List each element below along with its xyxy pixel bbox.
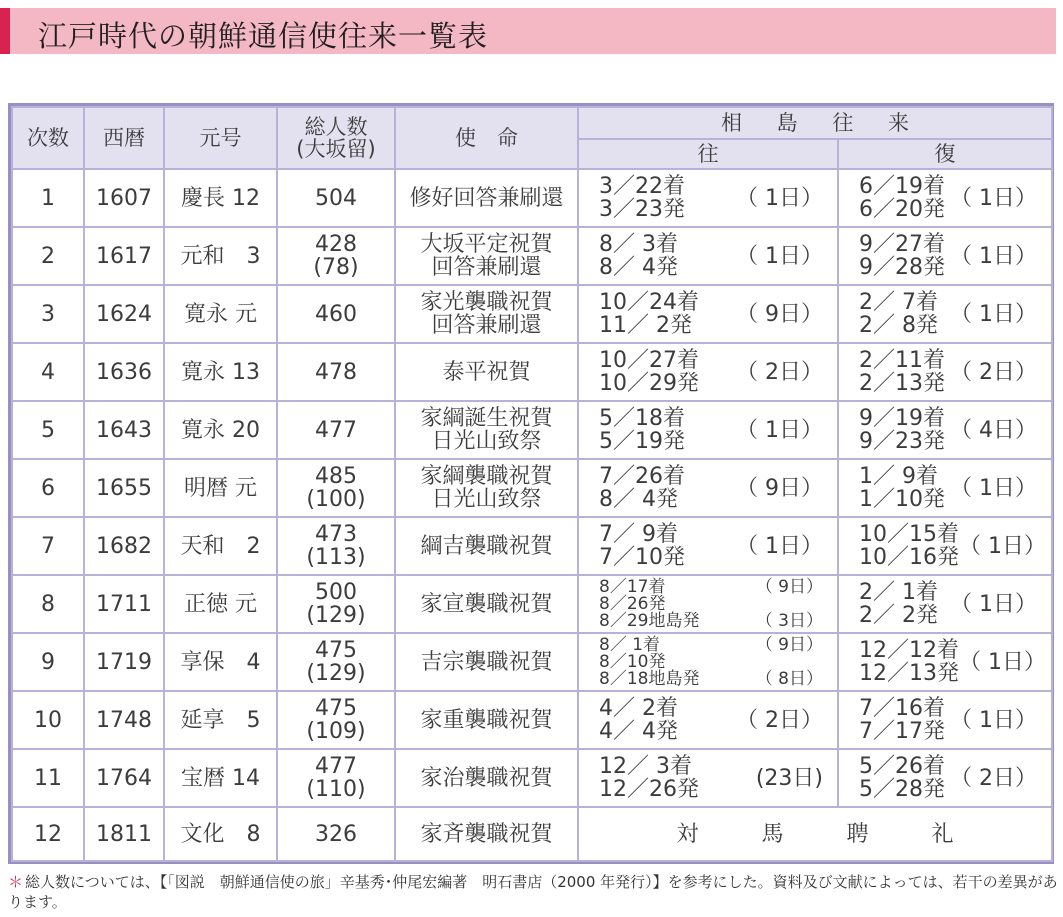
return-dates: 5／26着 5／28発: [859, 754, 945, 802]
cell-return: [838, 169, 1052, 227]
table-row: [12, 575, 1052, 633]
header-era: 元号: [164, 107, 277, 169]
header-route: 相 島 往 来: [578, 107, 1052, 139]
outbound-dates: 8／ 1着 8／10発 8／18地島発: [599, 634, 700, 689]
return-stay: （ 1日）: [950, 185, 1037, 211]
cell-outbound: [578, 749, 838, 807]
footnote-mark: ＊: [8, 873, 24, 891]
cell-mission: 家光襲職祝賀 回答兼刷還: [395, 285, 578, 343]
table-row: [12, 285, 1052, 343]
cell-year: 1617: [84, 227, 164, 285]
cell-outbound: [578, 227, 838, 285]
outbound-stay: （ 9日）: [736, 301, 823, 327]
cell-outbound: [578, 285, 838, 343]
cell-mission: 綱吉襲職祝賀: [395, 517, 578, 575]
outbound-stay: （ 1日）: [736, 417, 823, 443]
cell-year: 1748: [84, 691, 164, 749]
cell-year: 1643: [84, 401, 164, 459]
cell-number: 5: [12, 401, 84, 459]
cell-number: 8: [12, 575, 84, 633]
return-dates: 9／19着 9／23発: [859, 406, 945, 454]
cell-number: 2: [12, 227, 84, 285]
return-dates: 2／ 7着 2／ 8発: [859, 290, 938, 338]
cell-mission: 大坂平定祝賀 回答兼刷還: [395, 227, 578, 285]
return-dates: 10／15着 10／16発: [859, 522, 959, 570]
table-row: [12, 227, 1052, 285]
cell-year: 1682: [84, 517, 164, 575]
return-stay: （ 1日）: [950, 475, 1037, 501]
envoy-table-body: [12, 169, 1052, 861]
cell-era: 延享 5: [164, 691, 277, 749]
cell-mission: 家重襲職祝賀: [395, 691, 578, 749]
cell-number: 12: [12, 807, 84, 861]
cell-return: [838, 575, 1052, 633]
cell-people: 500 (129): [277, 575, 395, 633]
return-stay: （ 2日）: [950, 359, 1037, 385]
cell-people: 475 (109): [277, 691, 395, 749]
cell-people: 460: [277, 285, 395, 343]
cell-outbound: [578, 691, 838, 749]
outbound-dates: 8／ 3着 8／ 4発: [599, 232, 678, 280]
outbound-dates: 12／ 3着 12／26発: [599, 754, 699, 802]
outbound-dates: 8／17着 8／26発 8／29地島発: [599, 576, 700, 631]
outbound-stay: （ 2日）: [736, 707, 823, 733]
cell-number: 11: [12, 749, 84, 807]
cell-number: 3: [12, 285, 84, 343]
outbound-stay: （ 1日）: [736, 185, 823, 211]
cell-return: [838, 749, 1052, 807]
outbound-stay: (23日): [755, 765, 823, 791]
cell-return: [838, 459, 1052, 517]
cell-era: 慶長 12: [164, 169, 277, 227]
return-dates: 9／27着 9／28発: [859, 232, 945, 280]
cell-mission: 修好回答兼刷還: [395, 169, 578, 227]
cell-outbound: [578, 169, 838, 227]
cell-number: 4: [12, 343, 84, 401]
header-outbound: 往: [578, 139, 838, 169]
header-year: 西暦: [84, 107, 164, 169]
cell-year: 1719: [84, 633, 164, 691]
cell-number: 1: [12, 169, 84, 227]
cell-mission: 家斉襲職祝賀: [395, 807, 578, 861]
cell-outbound: [578, 633, 838, 691]
cell-people: 477: [277, 401, 395, 459]
cell-outbound: [578, 343, 838, 401]
return-dates: 2／11着 2／13発: [859, 348, 945, 396]
return-dates: 6／19着 6／20発: [859, 174, 945, 222]
cell-year: 1711: [84, 575, 164, 633]
outbound-dates: 3／22着 3／23発: [599, 174, 685, 222]
envoy-table-frame: [8, 103, 1054, 864]
header-return: 復: [838, 139, 1052, 169]
cell-tsushima: 対 馬 聘 礼: [578, 807, 1052, 861]
cell-era: 文化 8: [164, 807, 277, 861]
table-row: [12, 459, 1052, 517]
cell-people: 477 (110): [277, 749, 395, 807]
outbound-stay: （ 1日）: [736, 243, 823, 269]
return-stay: （ 1日）: [959, 533, 1046, 559]
outbound-stay: （ 9日） （ 3日）: [755, 576, 823, 631]
table-row: [12, 749, 1052, 807]
return-stay: （ 1日）: [950, 243, 1037, 269]
cell-return: [838, 691, 1052, 749]
cell-mission: 家宣襲職祝賀: [395, 575, 578, 633]
cell-mission: 家綱誕生祝賀 日光山致祭: [395, 401, 578, 459]
return-stay: （ 2日）: [950, 765, 1037, 791]
return-dates: 2／ 1着 2／ 2発: [859, 580, 938, 628]
cell-era: 明暦 元: [164, 459, 277, 517]
cell-year: 1624: [84, 285, 164, 343]
table-row: [12, 807, 1052, 861]
cell-return: [838, 285, 1052, 343]
cell-return: [838, 633, 1052, 691]
outbound-stay: （ 2日）: [736, 359, 823, 385]
return-stay: （ 1日）: [959, 649, 1046, 675]
cell-mission: 家綱襲職祝賀 日光山致祭: [395, 459, 578, 517]
table-row: [12, 691, 1052, 749]
return-dates: 1／ 9着 1／10発: [859, 464, 945, 512]
cell-era: 寛永 13: [164, 343, 277, 401]
cell-return: [838, 343, 1052, 401]
cell-mission: 吉宗襲職祝賀: [395, 633, 578, 691]
outbound-stay: （ 9日） （ 8日）: [755, 634, 823, 689]
outbound-dates: 5／18着 5／19発: [599, 406, 685, 454]
cell-return: [838, 227, 1052, 285]
cell-outbound: [578, 459, 838, 517]
cell-era: 寛永 20: [164, 401, 277, 459]
outbound-dates: 4／ 2着 4／ 4発: [599, 696, 678, 744]
cell-year: 1655: [84, 459, 164, 517]
return-stay: （ 1日）: [950, 591, 1037, 617]
cell-number: 6: [12, 459, 84, 517]
cell-people: 326: [277, 807, 395, 861]
table-row: [12, 633, 1052, 691]
footnote: [8, 872, 1058, 912]
page-title: 江戸時代の朝鮮通信使往来一覧表: [38, 19, 489, 53]
outbound-dates: 10／27着 10／29発: [599, 348, 699, 396]
cell-return: [838, 401, 1052, 459]
cell-year: 1636: [84, 343, 164, 401]
outbound-stay: （ 1日）: [736, 533, 823, 559]
cell-people: 485 (100): [277, 459, 395, 517]
cell-return: [838, 517, 1052, 575]
table-row: [12, 343, 1052, 401]
title-accent: [0, 8, 10, 54]
cell-year: 1764: [84, 749, 164, 807]
cell-outbound: [578, 517, 838, 575]
cell-era: 宝暦 14: [164, 749, 277, 807]
cell-people: 478: [277, 343, 395, 401]
cell-era: 元和 3: [164, 227, 277, 285]
cell-era: 天和 2: [164, 517, 277, 575]
return-stay: （ 1日）: [950, 707, 1037, 733]
cell-mission: 家治襲職祝賀: [395, 749, 578, 807]
outbound-dates: 10／24着 11／ 2発: [599, 290, 699, 338]
cell-year: 1811: [84, 807, 164, 861]
cell-era: 寛永 元: [164, 285, 277, 343]
header-number: 次数: [12, 107, 84, 169]
cell-era: 正徳 元: [164, 575, 277, 633]
return-stay: （ 4日）: [950, 417, 1037, 443]
cell-people: 504: [277, 169, 395, 227]
table-row: [12, 517, 1052, 575]
return-dates: 12／12着 12／13発: [859, 638, 959, 686]
cell-people: 473 (113): [277, 517, 395, 575]
footnote-text: 総人数については、【「図説 朝鮮通信使の旅」辛基秀･仲尾宏編著 明石書店（2000 年発行）】を参考にした。資料及び文献によっては、若干の差異があります。: [8, 873, 1058, 911]
table-row: [12, 401, 1052, 459]
header-people: 総人数 (大坂留): [277, 107, 395, 169]
return-dates: 7／16着 7／17発: [859, 696, 945, 744]
outbound-dates: 7／26着 8／ 4発: [599, 464, 685, 512]
cell-number: 10: [12, 691, 84, 749]
cell-number: 9: [12, 633, 84, 691]
cell-era: 享保 4: [164, 633, 277, 691]
outbound-dates: 7／ 9着 7／10発: [599, 522, 685, 570]
header-mission: 使 命: [395, 107, 578, 169]
title-bar: [0, 8, 1056, 54]
cell-number: 7: [12, 517, 84, 575]
cell-outbound: [578, 401, 838, 459]
cell-mission: 泰平祝賀: [395, 343, 578, 401]
outbound-stay: （ 9日）: [736, 475, 823, 501]
cell-people: 428 (78): [277, 227, 395, 285]
cell-outbound: [578, 575, 838, 633]
envoy-table: [11, 106, 1053, 862]
return-stay: （ 1日）: [950, 301, 1037, 327]
cell-people: 475 (129): [277, 633, 395, 691]
table-row: [12, 169, 1052, 227]
cell-year: 1607: [84, 169, 164, 227]
